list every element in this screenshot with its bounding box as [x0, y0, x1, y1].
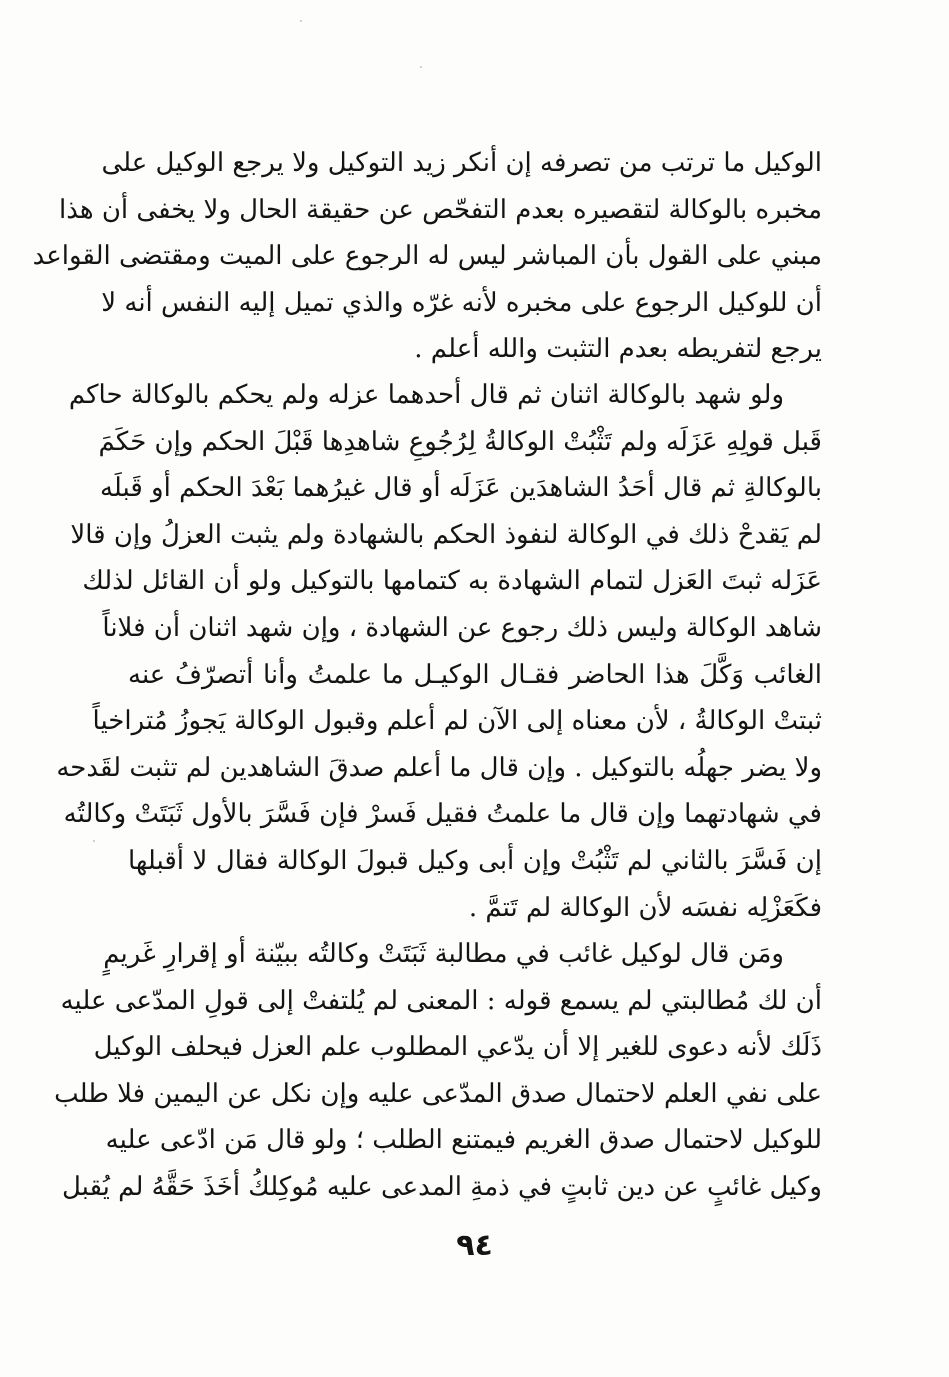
text-line: الوكيل ما ترتب من تصرفه إن أنكر زيد التوكيل ولا يرجع الوكيل على — [101, 148, 822, 178]
text-line: على نفي العلم لاحتمال صدق المدّعى عليه وإن نكل عن اليمين فلا طلب — [54, 1078, 822, 1109]
text-line: قَبل قولِهِ عَزَلَه ولم تَثْبُتْ الوكالةُ لِرُجُوعِ شاهدِها قَبْلَ الحكم وإن حَكَمَ — [98, 426, 822, 457]
text-line: لم يَقدحْ ذلك في الوكالة لنفوذ الحكم بالشهادة ولم يثبت العزلُ وإن قالا — [70, 519, 822, 550]
text-line: في شهادتهما وإن قال ما علمتُ فقيل فَسرْ فإن فَسَّرَ بالأول ثَبَتَتْ وكالتُه — [63, 799, 822, 830]
page-number: ٩٤ — [456, 1228, 493, 1263]
text-line: وكيل غائبٍ عن دين ثابتٍ في ذمةِ المدعى عليه مُوكِلكُ أخَذَ حَقَّهُ لم يُقبل — [61, 1171, 822, 1202]
text-line: بالوكالةِ ثم قال أحَدُ الشاهدَين عَزَلَه أو قال غيرُهما بَعْدَ الحكم أو قَبلَه — [99, 473, 822, 504]
text-line: إن فَسَّرَ بالثاني لم تَثْبُتْ وإن أبى وكيل قبولَ الوكالة فقال لا أقبلها — [128, 845, 822, 876]
scan-speck — [300, 20, 302, 22]
text-line: يرجع لتفريطه بعدم التثبت والله أعلم . — [414, 334, 822, 365]
paragraph-3 — [54, 931, 822, 1211]
text-line: عَزَله ثبتَ العَزل لتمام الشهادة به كتمامها بالتوكيل ولو أن القائل لذلك — [82, 566, 822, 597]
text-line: ومَن قال لوكيل غائب في مطالبة ثَبَتَتْ وكالتُه ببيّنة أو إقرارِ غَريمٍ — [103, 939, 784, 969]
text-line: شاهد الوكالة وليس ذلك رجوع عن الشهادة ، وإن شهد اثنان أن فلاناً — [102, 612, 822, 643]
scan-speck — [420, 66, 422, 68]
text-line: أن للوكيل الرجوع على مخبره لأنه غرّه والذي تميل إليه النفس أنه لا — [101, 287, 822, 318]
paragraph-1 — [32, 140, 822, 373]
scan-speck — [93, 840, 95, 842]
text-line: مبني على القول بأن المباشر ليس له الرجوع على الميت ومقتضى القواعد — [32, 241, 822, 272]
text-line: أن لك مُطالبتي لم يسمع قوله : المعنى لم يُلتفتْ إلى قولِ المدّعى عليه — [60, 985, 822, 1016]
text-line: ولو شهد بالوكالة اثنان ثم قال أحدهما عزله ولم يحكم بالوكالة حاكم — [68, 380, 784, 410]
text-line: ذَلَك لأنه دعوى للغير إلا أن يدّعي المطلوب علم العزل فيحلف الوكيل — [93, 1032, 822, 1063]
text-line: فكَعَزْلِه نفسَه لأن الوكالة لم تَتمَّ . — [468, 892, 822, 923]
paragraph-2 — [56, 372, 822, 931]
text-line: ثبتتْ الوكالةُ ، لأن معناه إلى الآن لم أعلم وقبول الوكالة يَجوزُ مُتراخياً — [92, 706, 822, 737]
text-line: الغائب وَكَّلَ هذا الحاضر فقـال الوكيـل ما علمتُ وأنا أتصرّفُ عنه — [128, 659, 822, 690]
text-line: ولا يضر جهلُه بالتوكيل . وإن قال ما أعلم صدقَ الشاهدين لم تثبت لقَدحه — [56, 752, 822, 783]
text-line: مخبره بالوكالة لتقصيره بعدم التفحّص عن حقيقة الحال ولا يخفى أن هذا — [58, 194, 822, 225]
text-line: للوكيل لاحتمال صدق الغريم فيمتنع الطلب ؛ ولو قال مَن ادّعى عليه — [105, 1125, 822, 1156]
